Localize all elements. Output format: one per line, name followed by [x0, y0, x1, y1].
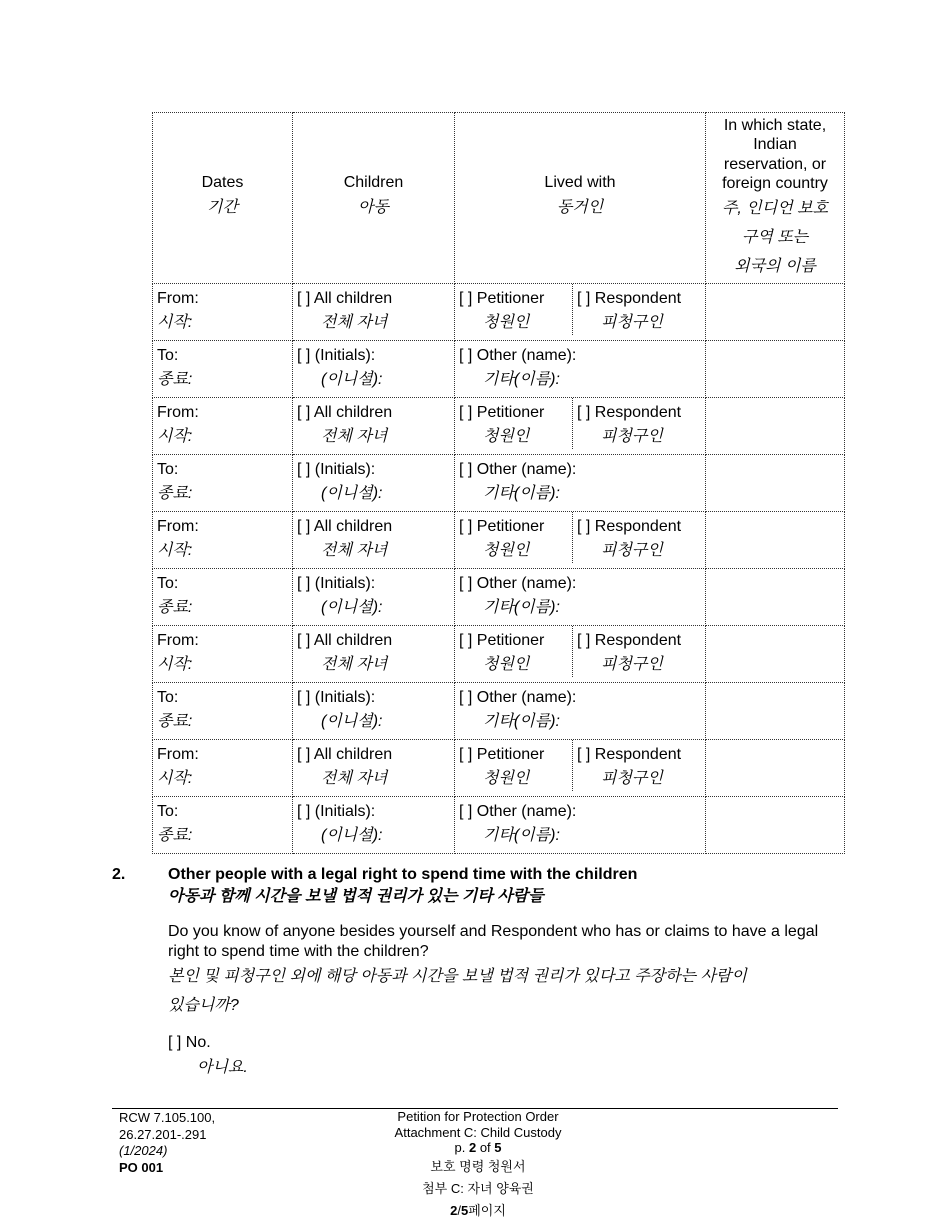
respondent-kr: 피청구인 — [601, 314, 663, 331]
state-cell[interactable] — [706, 569, 845, 626]
lived-with-parent-cell — [455, 284, 706, 341]
to-date-cell[interactable] — [153, 455, 293, 512]
all-children-kr: 전체 자녀 — [321, 770, 388, 787]
from-label: From: — [157, 632, 199, 649]
initials-kr: (이니셜): — [321, 599, 383, 616]
footer-title-kr-2: 첨부 C: 자녀 양육권 — [422, 1180, 534, 1196]
all-children-checkbox[interactable]: [ ] All children — [297, 746, 393, 763]
other-name-checkbox[interactable]: [ ] Other (name): — [459, 461, 577, 478]
all-children-checkbox[interactable]: [ ] All children — [297, 518, 393, 535]
initials-checkbox[interactable]: [ ] (Initials): — [297, 575, 376, 592]
respondent-checkbox[interactable]: [ ] Respondent — [577, 632, 682, 649]
no-checkbox[interactable]: [ ] No. — [168, 1034, 211, 1051]
initials-cell — [293, 683, 455, 740]
footer-center — [358, 1109, 598, 1222]
respondent-checkbox[interactable]: [ ] Respondent — [577, 518, 682, 535]
header-children — [293, 113, 455, 284]
all-children-cell — [293, 626, 455, 683]
lived-with-parent-cell — [455, 398, 706, 455]
footer-left — [119, 1110, 215, 1176]
initials-cell — [293, 569, 455, 626]
header-state-en-1: In which state, — [723, 116, 827, 134]
all-children-cell — [293, 740, 455, 797]
to-label: To: — [157, 689, 179, 706]
no-option-kr: 아니요. — [197, 1059, 248, 1076]
section-title: Other people with a legal right to spend time with the children — [168, 866, 638, 883]
from-label-kr: 시작: — [157, 542, 193, 559]
initials-kr: (이니셜): — [321, 713, 383, 730]
question-text: Do you know of anyone besides yourself and Respondent who has or claims to have a legal right to spend time with the children? — [168, 923, 819, 960]
header-state-kr-3: 외국의 이름 — [734, 257, 816, 275]
from-label-kr: 시작: — [157, 770, 193, 787]
page-of: of — [479, 1140, 491, 1155]
table-row-from — [153, 626, 845, 683]
question-text-kr-2: 있습니까? — [168, 997, 239, 1014]
initials-checkbox[interactable]: [ ] (Initials): — [297, 461, 376, 478]
state-cell[interactable] — [706, 455, 845, 512]
all-children-kr: 전체 자녀 — [321, 428, 388, 445]
kr-page-current: 2 — [450, 1202, 458, 1218]
initials-cell — [293, 341, 455, 398]
to-date-cell[interactable] — [153, 683, 293, 740]
state-cell[interactable] — [706, 740, 845, 797]
table-header-row — [153, 113, 845, 284]
lived-with-parent-cell — [455, 512, 706, 569]
petitioner-checkbox[interactable]: [ ] Petitioner — [459, 290, 545, 307]
petitioner-kr: 청원인 — [483, 314, 530, 331]
form-number: PO 001 — [119, 1159, 164, 1175]
other-name-checkbox[interactable]: [ ] Other (name): — [459, 689, 577, 706]
all-children-cell — [293, 284, 455, 341]
initials-kr: (이니셜): — [321, 371, 383, 388]
respondent-kr: 피청구인 — [601, 770, 663, 787]
to-label-kr: 종료: — [157, 713, 193, 730]
kr-page-sep: / — [457, 1202, 461, 1218]
header-state-en-3: reservation, or — [723, 155, 827, 173]
from-label-kr: 시작: — [157, 656, 193, 673]
lived-with-other-cell — [455, 341, 706, 398]
all-children-cell — [293, 398, 455, 455]
petitioner-kr: 청원인 — [483, 542, 530, 559]
rcw-line-2: 26.27.201-.291 — [119, 1126, 207, 1142]
page-total: 5 — [494, 1140, 502, 1155]
header-dates-en: Dates — [201, 174, 244, 191]
other-name-kr: 기타(이름): — [483, 371, 560, 388]
other-name-kr: 기타(이름): — [483, 827, 560, 844]
footer-title-2: Attachment C: Child Custody — [394, 1124, 562, 1140]
petitioner-checkbox[interactable]: [ ] Petitioner — [459, 632, 545, 649]
petitioner-kr: 청원인 — [483, 770, 530, 787]
page-current: 2 — [468, 1140, 477, 1155]
initials-cell — [293, 455, 455, 512]
all-children-kr: 전체 자녀 — [321, 314, 388, 331]
table-row-to — [153, 797, 845, 854]
table-row-to — [153, 341, 845, 398]
section-number: 2. — [112, 866, 126, 883]
to-date-cell[interactable] — [153, 341, 293, 398]
from-label-kr: 시작: — [157, 428, 193, 445]
to-label-kr: 종료: — [157, 371, 193, 388]
respondent-kr: 피청구인 — [601, 428, 663, 445]
header-lived-with-kr: 동거인 — [556, 199, 604, 216]
lived-with-other-cell — [455, 683, 706, 740]
from-date-cell[interactable] — [153, 740, 293, 797]
page-number-kr — [358, 1200, 598, 1222]
from-label: From: — [157, 746, 199, 763]
lived-with-parent-cell — [455, 740, 706, 797]
table-row-to — [153, 683, 845, 740]
question-text-kr-1: 본인 및 피청구인 외에 해당 아동과 시간을 보낼 법적 권리가 있다고 주장하는 사람이 — [168, 968, 747, 985]
from-label: From: — [157, 404, 199, 421]
table-row-to — [153, 569, 845, 626]
section-title-kr: 아동과 함께 시간을 보낼 법적 권리가 있는 기타 사람들 — [168, 888, 544, 905]
state-cell[interactable] — [706, 512, 845, 569]
all-children-checkbox[interactable]: [ ] All children — [297, 632, 393, 649]
lived-with-other-cell — [455, 797, 706, 854]
state-cell[interactable] — [706, 284, 845, 341]
table-row-from — [153, 284, 845, 341]
initials-kr: (이니셜): — [321, 827, 383, 844]
other-name-kr: 기타(이름): — [483, 713, 560, 730]
lived-with-other-cell — [455, 569, 706, 626]
state-cell[interactable] — [706, 341, 845, 398]
header-state-en-4: foreign country — [722, 175, 828, 192]
petitioner-kr: 청원인 — [483, 656, 530, 673]
all-children-cell — [293, 512, 455, 569]
table-row-to — [153, 455, 845, 512]
state-cell[interactable] — [706, 683, 845, 740]
state-cell[interactable] — [706, 398, 845, 455]
state-cell[interactable] — [706, 626, 845, 683]
table-row-from — [153, 398, 845, 455]
to-label: To: — [157, 461, 179, 478]
to-label-kr: 종료: — [157, 827, 193, 844]
from-label: From: — [157, 518, 199, 535]
to-label-kr: 종료: — [157, 599, 193, 616]
to-date-cell[interactable] — [153, 797, 293, 854]
respondent-checkbox[interactable]: [ ] Respondent — [577, 404, 682, 421]
respondent-kr: 피청구인 — [601, 656, 663, 673]
other-name-checkbox[interactable]: [ ] Other (name): — [459, 575, 577, 592]
petitioner-checkbox[interactable]: [ ] Petitioner — [459, 518, 545, 535]
from-date-cell[interactable] — [153, 626, 293, 683]
to-label: To: — [157, 803, 179, 820]
from-date-cell[interactable] — [153, 398, 293, 455]
table-row-from — [153, 740, 845, 797]
from-date-cell[interactable] — [153, 284, 293, 341]
form-date: (1/2024) — [119, 1143, 168, 1158]
to-label: To: — [157, 575, 179, 592]
page-number — [358, 1140, 598, 1156]
lived-with-other-cell — [455, 455, 706, 512]
initials-kr: (이니셜): — [321, 485, 383, 502]
initials-checkbox[interactable]: [ ] (Initials): — [297, 689, 376, 706]
initials-cell — [293, 797, 455, 854]
lived-with-parent-cell — [455, 626, 706, 683]
footer-title-1: Petition for Protection Order — [397, 1109, 559, 1124]
footer-title-kr-1: 보호 명령 청원서 — [430, 1158, 526, 1174]
header-dates — [153, 113, 293, 284]
all-children-checkbox[interactable]: [ ] All children — [297, 404, 393, 421]
page-prefix: p. — [454, 1140, 466, 1155]
petitioner-checkbox[interactable]: [ ] Petitioner — [459, 404, 545, 421]
respondent-kr: 피청구인 — [601, 542, 663, 559]
all-children-checkbox[interactable]: [ ] All children — [297, 290, 393, 307]
respondent-checkbox[interactable]: [ ] Respondent — [577, 290, 682, 307]
header-state-kr-1: 주, 인디언 보호 — [721, 199, 829, 217]
header-state-kr-2: 구역 또는 — [741, 228, 809, 246]
to-date-cell[interactable] — [153, 569, 293, 626]
other-name-kr: 기타(이름): — [483, 599, 560, 616]
table-row-from — [153, 512, 845, 569]
to-label: To: — [157, 347, 179, 364]
other-name-checkbox[interactable]: [ ] Other (name): — [459, 347, 577, 364]
header-state — [706, 113, 845, 284]
respondent-checkbox[interactable]: [ ] Respondent — [577, 746, 682, 763]
other-name-kr: 기타(이름): — [483, 485, 560, 502]
petitioner-checkbox[interactable]: [ ] Petitioner — [459, 746, 545, 763]
initials-checkbox[interactable]: [ ] (Initials): — [297, 803, 376, 820]
from-label: From: — [157, 290, 199, 307]
all-children-kr: 전체 자녀 — [321, 542, 388, 559]
state-cell[interactable] — [706, 797, 845, 854]
rcw-line-1: RCW 7.105.100, — [119, 1110, 216, 1125]
kr-page-total: 5 — [460, 1202, 469, 1218]
from-label-kr: 시작: — [157, 314, 193, 331]
other-name-checkbox[interactable]: [ ] Other (name): — [459, 803, 577, 820]
header-lived-with — [455, 113, 706, 284]
header-children-en: Children — [343, 174, 404, 191]
petitioner-kr: 청원인 — [483, 428, 530, 445]
from-date-cell[interactable] — [153, 512, 293, 569]
initials-checkbox[interactable]: [ ] (Initials): — [297, 347, 376, 364]
residence-history-table — [152, 112, 845, 854]
page-footer — [112, 1108, 838, 1218]
header-dates-kr: 기간 — [207, 199, 238, 216]
header-state-en-2: Indian — [753, 136, 797, 153]
all-children-kr: 전체 자녀 — [321, 656, 388, 673]
kr-page-suffix: 페이지 — [468, 1202, 506, 1218]
header-lived-with-en: Lived with — [544, 174, 616, 191]
to-label-kr: 종료: — [157, 485, 193, 502]
header-children-kr: 아동 — [358, 199, 389, 216]
